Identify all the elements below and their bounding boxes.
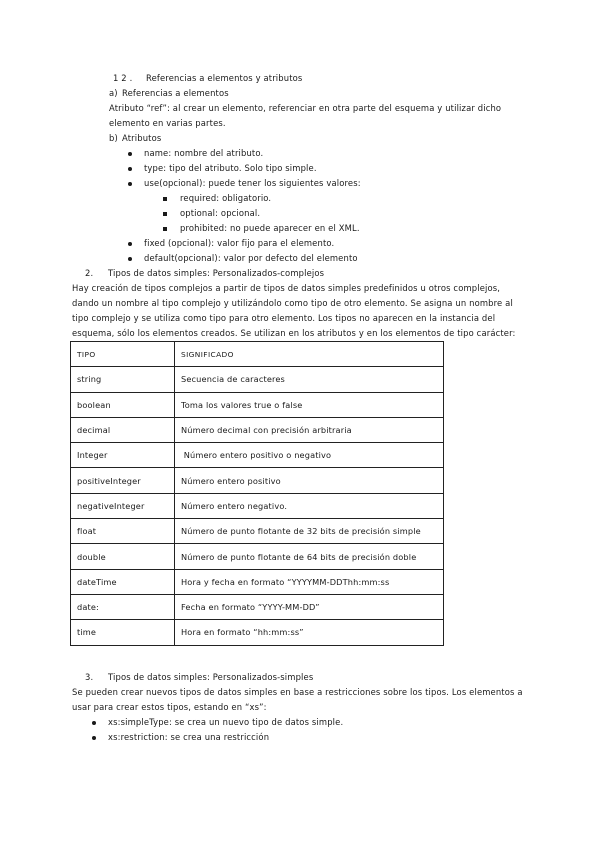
bullet-icon	[128, 182, 132, 186]
attr-default-item: default(opcional): valor por defecto del elemento	[144, 253, 358, 263]
section-2-paragraph-line: dando un nombre al tipo complejo y utilizándolo como tipo de otro elemento. Se asigna un nombre al	[72, 298, 513, 308]
bullet-icon	[128, 257, 132, 261]
section-2-title: Tipos de datos simples: Personalizados-complejos	[108, 268, 325, 278]
meaning-cell: Secuencia de caracteres	[175, 367, 444, 392]
meaning-cell: Hora en formato “hh:mm:ss”	[175, 620, 444, 645]
attr-use-item: use(opcional): puede tener los siguientes valores:	[144, 178, 361, 188]
table-row	[71, 417, 444, 442]
ref-attribute-text-line2: elemento en varias partes.	[109, 118, 226, 128]
simpletype-item: xs:simpleType: se crea un nuevo tipo de datos simple.	[108, 717, 344, 727]
type-cell: boolean	[71, 392, 175, 417]
type-cell: double	[71, 544, 175, 569]
bullet-icon	[128, 152, 132, 156]
table-row	[71, 594, 444, 619]
bullet-icon	[128, 242, 132, 246]
attr-fixed-item: fixed (opcional): valor fijo para el elemento.	[144, 238, 335, 248]
square-bullet-icon	[163, 227, 167, 231]
table-row	[71, 392, 444, 417]
table-row	[71, 468, 444, 493]
table-row	[71, 620, 444, 645]
meaning-cell: Número entero positivo o negativo	[175, 443, 444, 468]
meaning-cell: Número decimal con precisión arbitraria	[175, 417, 444, 442]
meaning-cell: Número entero positivo	[175, 468, 444, 493]
meaning-cell: Hora y fecha en formato “YYYYMM-DDThh:mm:ss	[175, 569, 444, 594]
item-b-title: Atributos	[122, 133, 162, 143]
bullet-icon	[128, 167, 132, 171]
meaning-cell: Fecha en formato “YYYY-MM-DD”	[175, 594, 444, 619]
attr-type-item: type: tipo del atributo. Solo tipo simple.	[144, 163, 317, 173]
type-cell: negativeInteger	[71, 493, 175, 518]
section-3-title: Tipos de datos simples: Personalizados-simples	[108, 672, 314, 682]
header-tipo: TIPO	[71, 342, 175, 367]
type-cell: time	[71, 620, 175, 645]
restriction-item: xs:restriction: se crea una restricción	[108, 732, 270, 742]
section-3-paragraph-line: Se pueden crear nuevos tipos de datos simples en base a restricciones sobre los tipos. Los elementos a	[72, 687, 523, 697]
item-a-label: a)	[109, 88, 118, 98]
section-12-title: Referencias a elementos y atributos	[146, 73, 303, 83]
data-types-table	[70, 341, 444, 646]
section-3-paragraph-line: usar para crear estos tipos, estando en “xs”:	[72, 702, 267, 712]
table-header-row	[71, 342, 444, 367]
meaning-cell: Número entero negativo.	[175, 493, 444, 518]
section-3-number: 3.	[85, 672, 94, 682]
type-cell: string	[71, 367, 175, 392]
use-required-item: required: obligatorio.	[180, 193, 272, 203]
table-row	[71, 569, 444, 594]
type-cell: float	[71, 519, 175, 544]
type-cell: Integer	[71, 443, 175, 468]
meaning-cell: Número de punto flotante de 64 bits de precisión doble	[175, 544, 444, 569]
table-row	[71, 544, 444, 569]
section-12-number: 1 2 .	[113, 73, 133, 83]
header-significado: SIGNIFICADO	[175, 342, 444, 367]
use-prohibited-item: prohibited: no puede aparecer en el XML.	[180, 223, 360, 233]
type-cell: positiveInteger	[71, 468, 175, 493]
square-bullet-icon	[163, 197, 167, 201]
section-2-paragraph-line: tipo complejo y se utiliza como tipo para otro elemento. Los tipos no aparecen en la instancia del	[72, 313, 496, 323]
bullet-icon	[92, 736, 96, 740]
section-2-paragraph-line: esquema, sólo los elementos creados. Se utilizan en los atributos y en los elementos de tipo carácter:	[72, 328, 516, 338]
square-bullet-icon	[163, 212, 167, 216]
type-cell: decimal	[71, 417, 175, 442]
section-2-paragraph-line: Hay creación de tipos complejos a partir de tipos de datos simples predefinidos u otros complejos,	[72, 283, 501, 293]
type-cell: dateTime	[71, 569, 175, 594]
table-row	[71, 443, 444, 468]
item-a-title: Referencias a elementos	[122, 88, 229, 98]
table-row	[71, 367, 444, 392]
type-cell: date:	[71, 594, 175, 619]
section-2-number: 2.	[85, 268, 94, 278]
table-row	[71, 493, 444, 518]
meaning-cell: Número de punto flotante de 32 bits de precisión simple	[175, 519, 444, 544]
use-optional-item: optional: opcional.	[180, 208, 261, 218]
bullet-icon	[92, 721, 96, 725]
table-row	[71, 519, 444, 544]
meaning-cell: Toma los valores true o false	[175, 392, 444, 417]
ref-attribute-text-line1: Atributo “ref”: al crear un elemento, referenciar en otra parte del esquema y utilizar dicho	[109, 103, 502, 113]
item-b-label: b)	[109, 133, 118, 143]
attr-name-item: name: nombre del atributo.	[144, 148, 264, 158]
